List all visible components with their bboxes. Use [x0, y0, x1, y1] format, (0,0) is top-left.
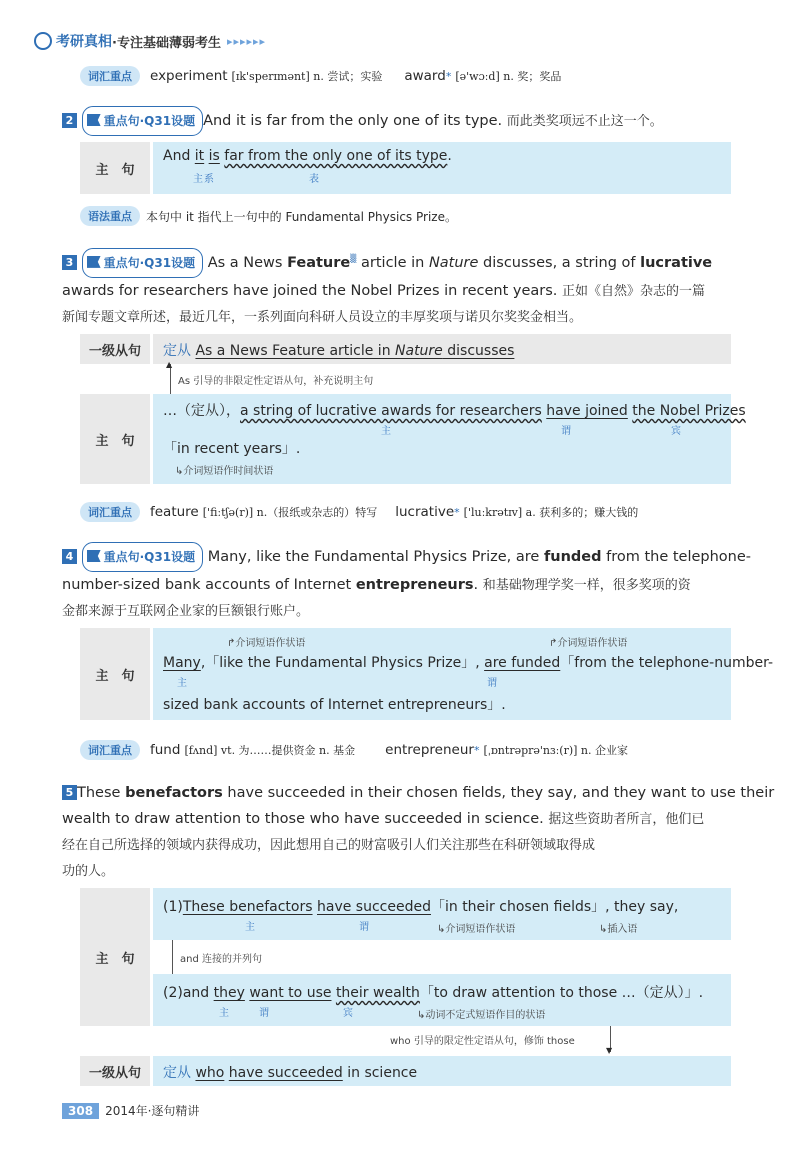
flag-icon — [87, 256, 101, 268]
annotation-verb: 谓 — [561, 426, 572, 437]
brand-name: 考研真相 — [56, 34, 112, 50]
main-clause-label: 主 句 — [80, 394, 150, 484]
vocab-tag: 词汇重点 — [80, 66, 140, 86]
sentence-5: 5 These benefactors have succeeded in their chosen fields, they say, and they want to use their wealth to draw attention to those who have succeeded in science. 据这些资助者所言，他们已 经在自己所选择的领域内获得成功，因此想用自己的财富吸引人们关注那些在科研领域取得成 功的人。 — [62, 785, 775, 879]
search-logo-icon — [34, 32, 52, 50]
annotation-subject: 主 — [381, 426, 392, 437]
vocab-def: [ɪk'sperɪmənt] n. 尝试；实验 — [231, 70, 383, 83]
adverbial-note: ↳介词短语作状语 — [437, 924, 516, 935]
star-icon: * — [473, 743, 480, 757]
star-icon: ▒ — [350, 254, 357, 263]
vocab-word: experiment — [150, 68, 228, 84]
star-icon: * — [445, 69, 452, 83]
insertion-note: ↳插入语 — [599, 924, 638, 935]
sentence-number: 3 — [62, 255, 77, 270]
page-footer — [62, 1102, 199, 1119]
annotation-verb: 谓 — [359, 922, 370, 933]
key-sentence-tag: 重点句·Q31设题 — [82, 106, 203, 136]
sentence-number: 2 — [62, 113, 77, 128]
vocab-def: [ə'wɔːd] n. 奖；奖品 — [455, 70, 562, 83]
vocab-def: ['luːkrətɪv] a. 获利多的；赚大钱的 — [463, 506, 639, 519]
adverbial-note: ↱介词短语作状语 — [227, 638, 306, 649]
clause-line-2: 「in recent years」. — [163, 441, 301, 457]
adverbial-note: ↱介词短语作状语 — [549, 638, 628, 649]
sub-clause-box: 定从 who have succeeded in science — [153, 1056, 731, 1086]
sentence-2 — [62, 106, 752, 136]
purpose-note: ↳动词不定式短语作目的状语 — [417, 1010, 546, 1021]
and-note: and 连接的并列句 — [180, 954, 262, 965]
annotation-verb: 谓 — [259, 1008, 270, 1019]
main-clause-box: ↱介词短语作状语 ↱介词短语作状语 Many,「like the Fundamental Physics Prize」, are funded「from the telephone-number- 主 谓 sized bank accounts of Internet entrepreneurs」. — [153, 628, 731, 720]
sub-clause-label: 一级从句 — [80, 334, 150, 364]
sentence-4: 4 重点句·Q31设题 Many, like the Fundamental Physics Prize, are funded from the telephone- number-sized bank accounts of Internet entrepreneurs. 和基础物理学奖一样，很多奖项的资 金都来源于互联网企业家的巨额银行账户。 — [62, 542, 742, 625]
vocab-word: entrepreneur — [385, 742, 474, 758]
page-header — [34, 30, 266, 52]
clause-note: As 引导的非限定性定语从句，补充说明主句 — [178, 376, 374, 387]
vocab-word: lucrative — [395, 504, 455, 520]
annotation-subject: 主系 — [193, 174, 215, 185]
main-clause-label: 主 句 — [80, 628, 150, 720]
sentence-number: 5 — [62, 785, 77, 800]
grammar-tag: 语法重点 — [80, 206, 140, 226]
vocab-def: ['fiːtʃə(r)] n.（报纸或杂志的）特写 — [202, 506, 378, 519]
key-sentence-tag: 重点句·Q31设题 — [82, 542, 203, 572]
annotation-object: 宾 — [671, 426, 682, 437]
vocab-tag: 词汇重点 — [80, 502, 140, 522]
main-clause-box: …（定从），a string of lucrative awards for researchers have joined the Nobel Prizes 主 谓 宾 「in recent years」. ↳介词短语作时间状语 — [153, 394, 731, 484]
vocab-def: [fʌnd] vt. 为……提供资金 n. 基金 — [184, 744, 356, 757]
grammar-note-row — [80, 206, 457, 226]
adverbial-note: ↳介词短语作时间状语 — [175, 466, 274, 477]
annotation-subject: 主 — [177, 678, 188, 689]
footer-title: 2014年·逐句精讲 — [105, 1104, 200, 1118]
vocab-row-3 — [80, 502, 638, 522]
vocab-tag: 词汇重点 — [80, 740, 140, 760]
annotation-subject: 主 — [245, 922, 256, 933]
coordinate-clause-2-box: (2)and they want to use their wealth「to draw attention to those …（定从）」. 主 谓 宾 ↳动词不定式短语作目的状语 — [153, 974, 731, 1026]
annotation-verb: 谓 — [487, 678, 498, 689]
who-note: who 引导的限定性定语从句，修饰 those — [390, 1036, 575, 1047]
star-icon: * — [454, 505, 460, 519]
brand-slogan: ·专注基础薄弱考生 — [112, 35, 221, 51]
vocab-row-4 — [80, 740, 628, 760]
sentence-en: And it is far from the only one of its type. — [203, 113, 503, 129]
sub-clause-label: 一级从句 — [80, 1056, 150, 1086]
grammar-note: 本句中 it 指代上一句中的 Fundamental Physics Prize。 — [146, 209, 457, 224]
annotation-predicative: 表 — [309, 174, 320, 185]
sub-clause-box: 定从 As a News Feature article in Nature discusses — [153, 334, 731, 364]
flag-icon — [87, 114, 101, 126]
sentence-number: 4 — [62, 549, 77, 564]
header-arrows-icon: ▸▸▸▸▸▸ — [226, 34, 267, 48]
arrow-up-icon: ▲ — [166, 360, 173, 369]
page-number: 308 — [62, 1103, 99, 1119]
annotation-object: 宾 — [343, 1008, 354, 1019]
arrow-down-icon: ▼ — [606, 1046, 613, 1055]
sentence-3: 3 重点句·Q31设题 As a News Feature▒ article in Nature discusses, a string of lucrative awards for researchers have joined the Nobel Prizes in recent years. 正如《自然》杂志的一篇 新闻专题文章所述，最近几年，一系列面向科研人员设立的丰厚奖项与诺贝尔奖奖金相当。 — [62, 246, 742, 331]
clause-sentence: And it is far from the only one of its type. — [163, 148, 452, 164]
main-clause-box — [153, 142, 731, 194]
main-clause-label: 主 句 — [80, 888, 150, 1026]
clause-line-2: sized bank accounts of Internet entrepreneurs」. — [163, 697, 506, 713]
vocab-word: fund — [150, 742, 181, 758]
vocab-row-1 — [80, 66, 561, 86]
vocab-word: feature — [150, 504, 199, 520]
vocab-word: award — [404, 68, 446, 84]
coordinate-clause-1-box: (1)These benefactors have succeeded「in their chosen fields」, they say, 主 谓 ↳介词短语作状语 ↳插入语 — [153, 888, 731, 940]
main-clause-label: 主 句 — [80, 142, 150, 194]
key-sentence-tag: 重点句·Q31设题 — [82, 248, 203, 278]
sentence-zh: 而此类奖项远不止这一个。 — [506, 114, 663, 129]
flag-icon — [87, 550, 101, 562]
annotation-subject: 主 — [219, 1008, 230, 1019]
vocab-def: [ˌɒntrəprə'nɜː(r)] n. 企业家 — [483, 744, 629, 757]
